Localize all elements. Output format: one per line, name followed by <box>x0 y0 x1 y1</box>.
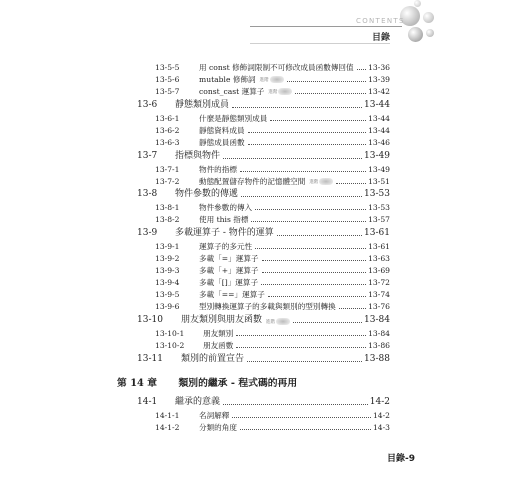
section-number: 13-9 <box>137 228 158 238</box>
entry-page: 13-49 <box>368 165 390 174</box>
decorative-bubble <box>408 27 423 42</box>
entry-page: 13-44 <box>368 114 390 123</box>
entry-title: 多載「+」運算子 <box>199 266 259 275</box>
dot-leader <box>357 68 367 70</box>
toc-entry[interactable] <box>155 243 390 251</box>
section-title: 靜態類別成員 <box>175 100 230 110</box>
dot-leader <box>240 428 371 430</box>
dot-leader <box>232 106 362 108</box>
entry-number: 13-5-7 <box>155 87 180 96</box>
entry-number: 13-6-2 <box>155 126 180 135</box>
toc-entry[interactable] <box>155 424 390 432</box>
entry-page: 13-46 <box>368 138 390 147</box>
decorative-bubble <box>426 29 434 37</box>
section-number: 14-1 <box>137 397 158 407</box>
dot-leader <box>236 346 366 348</box>
entry-page: 13-63 <box>368 254 390 263</box>
dot-leader <box>223 403 368 405</box>
entry-number: 13-5-5 <box>155 63 180 72</box>
entry-number: 13-9-5 <box>155 290 180 299</box>
entry-title: 朋友函數 <box>203 341 234 350</box>
section-page: 13-44 <box>364 100 390 110</box>
section-title: 朋友類別與朋友函數 <box>181 315 263 325</box>
section-title: 多載運算子 - 物件的運算 <box>175 228 274 238</box>
entry-number: 14-1-1 <box>155 411 180 420</box>
toc-section[interactable] <box>137 316 390 325</box>
toc-entry[interactable] <box>155 76 390 84</box>
entry-number: 13-10-1 <box>155 329 185 338</box>
dot-leader <box>295 92 366 94</box>
dot-leader <box>262 271 367 273</box>
section-page: 13-84 <box>364 315 390 325</box>
chapter-number: 第 14 章 <box>117 378 158 389</box>
dot-leader <box>236 334 366 336</box>
entry-number: 13-6-3 <box>155 138 180 147</box>
dot-leader <box>241 195 362 197</box>
section-number: 13-6 <box>137 100 158 110</box>
section-page: 13-49 <box>364 151 390 161</box>
dot-leader <box>287 80 366 82</box>
dot-leader <box>255 247 366 249</box>
entry-page: 13-42 <box>368 87 390 96</box>
section-page: 13-88 <box>364 354 390 364</box>
toc-entry[interactable] <box>155 178 390 186</box>
entry-page: 13-74 <box>368 290 390 299</box>
toc-section[interactable] <box>137 190 390 199</box>
entry-title: 用 const 修飾詞限制不可修改成員函數傳回值 <box>199 63 354 72</box>
chapter-heading[interactable] <box>117 375 297 389</box>
entry-title: const_cast 運算子 <box>199 87 265 96</box>
toc-section[interactable] <box>137 229 390 238</box>
decorative-bubble <box>423 12 434 23</box>
entry-page: 13-36 <box>368 63 390 72</box>
entry-title: 使用 this 指標 <box>199 215 249 224</box>
entry-page: 13-44 <box>368 126 390 135</box>
entry-number: 13-6-1 <box>155 114 180 123</box>
entry-page: 13-57 <box>368 215 390 224</box>
entry-page: 13-72 <box>368 278 390 287</box>
entry-title: 物件參數的傳入 <box>199 203 253 212</box>
header-underline <box>250 43 390 44</box>
toc-entry[interactable] <box>155 166 390 174</box>
entry-page: 13-84 <box>368 329 390 338</box>
dot-leader <box>339 307 366 309</box>
toc-entry[interactable] <box>155 64 390 72</box>
section-title: 指標與物件 <box>175 151 221 161</box>
section-number: 13-11 <box>137 354 163 364</box>
entry-title: 靜態成員函數 <box>199 138 245 147</box>
entry-number: 14-1-2 <box>155 423 180 432</box>
entry-title: 型別轉換運算子的多載與類別的型別轉換 <box>199 302 336 311</box>
entry-page: 13-61 <box>368 242 390 251</box>
toc-entry[interactable] <box>155 255 390 263</box>
toc-entry[interactable] <box>155 267 390 275</box>
entry-page: 13-69 <box>368 266 390 275</box>
dot-leader <box>240 170 366 172</box>
dot-leader <box>336 182 366 184</box>
toc-entry[interactable] <box>155 330 390 338</box>
entry-page: 14-3 <box>372 423 390 432</box>
entry-title: 靜態資料成員 <box>199 126 245 135</box>
header-rule <box>250 26 402 27</box>
entry-page: 13-86 <box>368 341 390 350</box>
advanced-badge: 進階 <box>309 178 333 186</box>
decorative-bubble <box>414 0 421 7</box>
advanced-badge: 進階 <box>260 76 284 84</box>
section-page: 14-2 <box>369 397 390 407</box>
section-number: 13-7 <box>137 151 158 161</box>
entry-number: 13-9-1 <box>155 242 180 251</box>
section-number: 13-8 <box>137 189 158 199</box>
advanced-badge: 進階 <box>268 88 292 96</box>
entry-title: 運算子的多元性 <box>199 242 253 251</box>
entry-number: 13-8-1 <box>155 203 180 212</box>
toc-entry[interactable] <box>155 216 390 224</box>
toc-section[interactable] <box>137 355 390 364</box>
dot-leader <box>232 416 371 418</box>
entry-number: 13-9-2 <box>155 254 180 263</box>
advanced-badge: 進階 <box>266 318 290 326</box>
toc-entry[interactable] <box>155 127 390 135</box>
dot-leader <box>277 234 362 236</box>
section-page: 13-53 <box>364 189 390 199</box>
dot-leader <box>268 295 366 297</box>
section-page: 13-61 <box>364 228 390 238</box>
entry-title: 物件的指標 <box>199 165 237 174</box>
dot-leader <box>248 131 367 133</box>
section-title: 類別的前置宣告 <box>181 354 245 364</box>
entry-title: 動態配置儲存物件的記憶體空間 <box>199 177 306 186</box>
entry-number: 13-7-1 <box>155 165 180 174</box>
entry-title: mutable 修飾詞 <box>199 75 256 84</box>
toc-entry[interactable] <box>155 279 390 287</box>
entry-number: 13-7-2 <box>155 177 180 186</box>
entry-number: 13-9-4 <box>155 278 180 287</box>
toc-section[interactable] <box>137 101 390 110</box>
entry-page: 13-53 <box>368 203 390 212</box>
section-title: 繼承的意義 <box>175 397 221 407</box>
toc-entry[interactable] <box>155 303 390 311</box>
entry-page: 14-2 <box>372 411 390 420</box>
entry-number: 13-9-6 <box>155 302 180 311</box>
contents-label: CONTENTS <box>356 17 405 25</box>
entry-page: 13-39 <box>368 75 390 84</box>
dot-leader <box>293 321 362 323</box>
entry-title: 多載「==」運算子 <box>199 290 265 299</box>
dot-leader <box>248 143 367 145</box>
entry-title: 名詞解釋 <box>199 411 230 420</box>
dot-leader <box>223 157 362 159</box>
toc-entry[interactable] <box>155 139 390 147</box>
entry-number: 13-10-2 <box>155 341 185 350</box>
entry-number: 13-5-6 <box>155 75 180 84</box>
toc-entry[interactable] <box>155 204 390 212</box>
entry-title: 分類的角度 <box>199 423 237 432</box>
dot-leader <box>270 119 366 121</box>
entry-number: 13-9-3 <box>155 266 180 275</box>
entry-number: 13-8-2 <box>155 215 180 224</box>
toc-entry[interactable] <box>155 291 390 299</box>
toc-section[interactable] <box>137 152 390 161</box>
dot-leader <box>262 259 367 261</box>
section-number: 13-10 <box>137 315 163 325</box>
toc-entry[interactable] <box>155 342 390 350</box>
dot-leader <box>255 208 366 210</box>
chapter-title: 類別的繼承 - 程式碼的再用 <box>178 378 298 389</box>
toc-entry[interactable] <box>155 115 390 123</box>
dot-leader <box>261 283 366 285</box>
dot-leader <box>251 220 366 222</box>
entry-title: 多載「[]」運算子 <box>199 278 259 287</box>
toc-entry[interactable] <box>155 412 390 420</box>
entry-title: 什麼是靜態類別成員 <box>199 114 268 123</box>
dot-leader <box>247 360 362 362</box>
toc-entry[interactable] <box>155 88 390 96</box>
section-title: 物件參數的傳遞 <box>175 189 239 199</box>
entry-page: 13-51 <box>368 177 390 186</box>
page-title: 目錄 <box>372 33 391 43</box>
toc-section[interactable] <box>137 398 390 407</box>
entry-page: 13-76 <box>368 302 390 311</box>
entry-title: 多載「=」運算子 <box>199 254 259 263</box>
page-number: 目錄-9 <box>387 454 415 464</box>
entry-title: 朋友類別 <box>203 329 234 338</box>
